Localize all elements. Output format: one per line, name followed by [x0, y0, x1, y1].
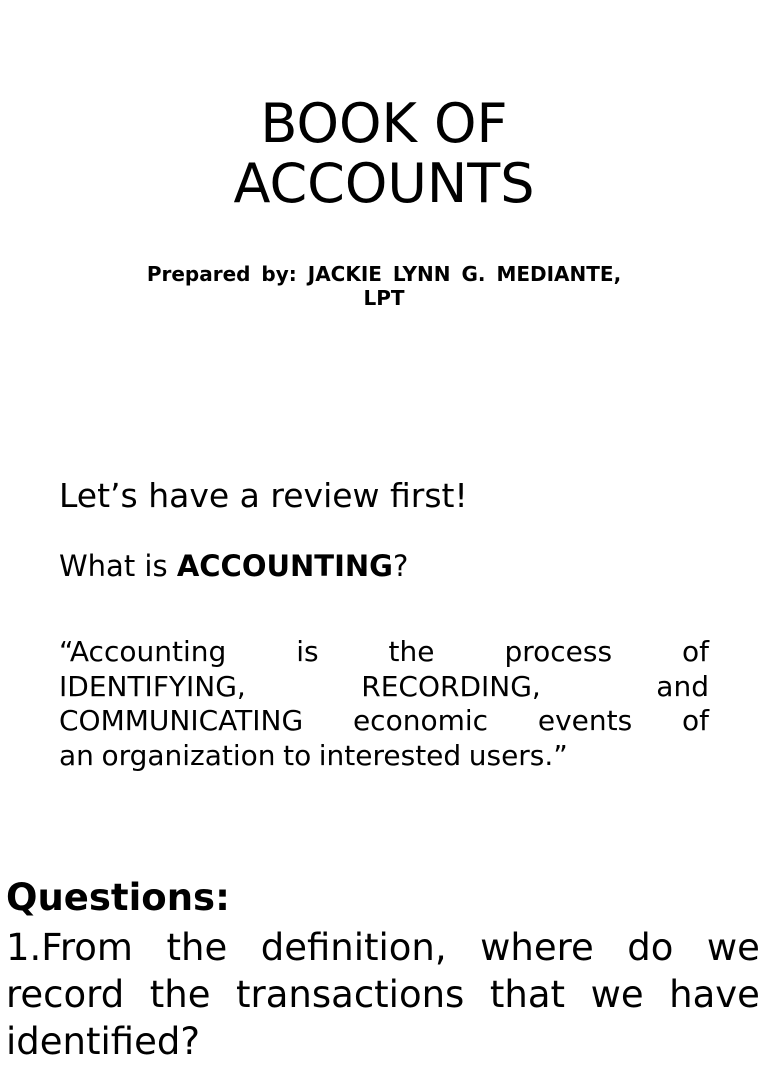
definition-line	[59, 704, 709, 739]
question-line	[6, 924, 760, 971]
word: and	[656, 669, 709, 703]
review-heading: Let’s have a review first!	[59, 476, 468, 515]
word: IDENTIFYING,	[59, 669, 246, 703]
review-slide	[0, 420, 768, 840]
word: is	[296, 635, 319, 668]
title-line: BOOK OF	[260, 92, 508, 155]
word: identified?	[6, 1020, 200, 1063]
review-question-suffix: ?	[392, 549, 409, 583]
question-line	[6, 971, 760, 1018]
word: record	[6, 973, 125, 1016]
word: economic	[352, 704, 489, 737]
question-item	[6, 924, 760, 1065]
word: definition,	[260, 926, 447, 969]
author-credit	[110, 262, 658, 310]
word: an	[59, 738, 94, 772]
questions-slide	[0, 860, 768, 1063]
review-question-term: ACCOUNTING	[176, 549, 393, 583]
review-question-prefix: What is	[59, 549, 177, 583]
word: process	[504, 635, 613, 668]
definition-line	[59, 670, 709, 705]
definition-line	[59, 739, 709, 774]
word: the	[388, 635, 435, 668]
review-question	[59, 548, 408, 584]
word: the	[166, 926, 228, 969]
word: of	[682, 704, 709, 737]
word: organization	[101, 738, 276, 772]
word: “Accounting	[59, 635, 227, 668]
word: that	[489, 973, 566, 1016]
word: RECORDING,	[361, 669, 541, 703]
word: COMMUNICATING	[59, 704, 304, 737]
questions-heading: Questions:	[6, 876, 230, 919]
word: transactions	[236, 973, 465, 1016]
word: of	[682, 635, 709, 668]
word: we	[590, 973, 644, 1016]
word: users.”	[468, 738, 568, 772]
word: events	[537, 704, 633, 737]
word: the	[149, 973, 211, 1016]
title-line: ACCOUNTS	[233, 152, 535, 215]
author-credit-line: LPT	[363, 286, 405, 310]
title-slide	[0, 0, 768, 420]
word: we	[706, 926, 760, 969]
author-credit-line: Prepared by: JACKIE LYNN G. MEDIANTE,	[146, 262, 622, 286]
accounting-definition	[59, 635, 709, 773]
word: to	[283, 738, 312, 772]
word: interested	[318, 738, 462, 772]
question-line	[6, 1018, 760, 1065]
word: where	[480, 926, 594, 969]
page-title	[0, 94, 768, 214]
definition-line	[59, 635, 709, 670]
word: have	[669, 973, 760, 1016]
word: do	[627, 926, 674, 969]
word: 1.From	[6, 926, 133, 969]
